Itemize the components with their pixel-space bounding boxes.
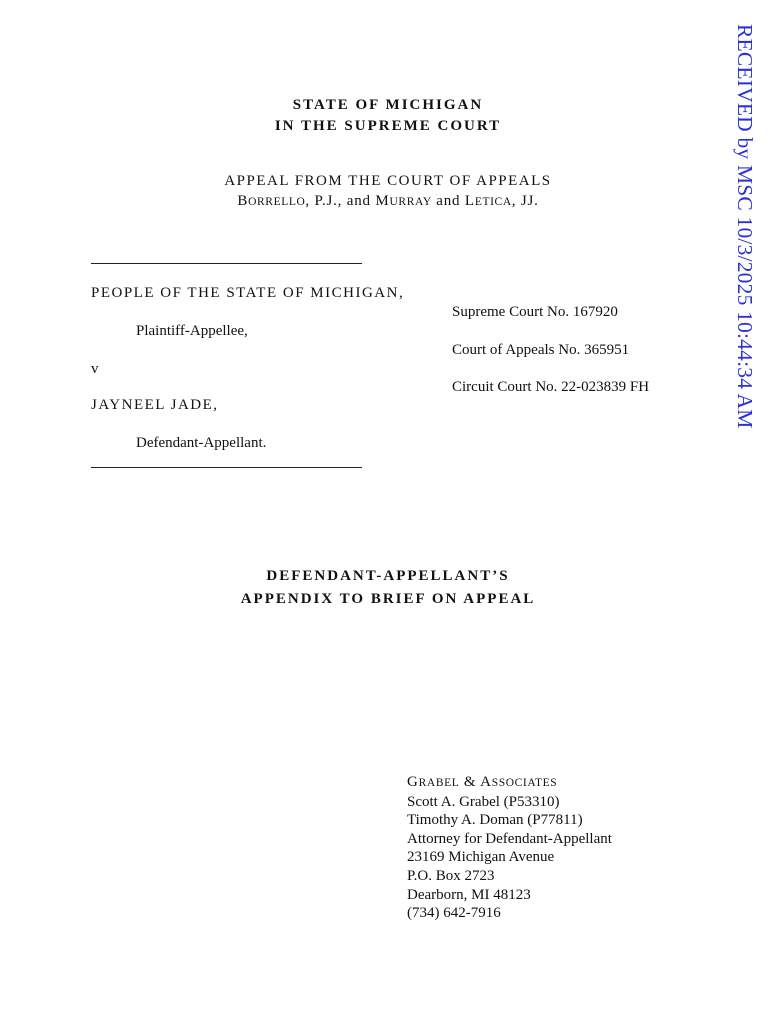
judge3-initial: L — [464, 193, 475, 209]
counsel-line: Timothy A. Doman (P77811) — [407, 812, 583, 829]
versus-label: v — [91, 361, 99, 377]
counsel-line: Dearborn, MI 48123 — [407, 886, 531, 903]
circuit-court-number: Circuit Court No. 22-023839 FH — [452, 379, 650, 395]
counsel-line: P.O. Box 2723 — [407, 867, 495, 884]
appeals-court-number: Court of Appeals No. 365951 — [452, 342, 630, 358]
defendant-name: JAYNEEL JADE, — [91, 397, 219, 413]
caption-top-rule — [91, 263, 362, 264]
firm-word-1: RABEL — [418, 777, 460, 789]
judge2-name: URRAY — [389, 196, 432, 208]
appeal-panel-line — [90, 193, 686, 210]
document-title-line2: APPENDIX TO BRIEF ON APPEAL — [240, 591, 536, 607]
judge2-initial: M — [375, 193, 390, 209]
firm-name — [407, 773, 612, 793]
firm-word-2: SSOCIATES — [491, 777, 558, 789]
firm-ampersand: & — [459, 774, 481, 790]
document-title-line1: DEFENDANT-APPELLANT’S — [266, 568, 510, 584]
supreme-court-number: Supreme Court No. 167920 — [452, 304, 618, 320]
judge3-suffix: , JJ. — [511, 193, 539, 209]
counsel-line: Attorney for Defendant-Appellant — [407, 830, 612, 847]
firm-initial-2: A — [480, 774, 492, 790]
counsel-line: (734) 642-7916 — [407, 905, 501, 922]
judge3-name: ETICA — [474, 196, 512, 208]
court-jurisdiction-line: STATE OF MICHIGAN — [292, 97, 484, 113]
judge2-suffix: and — [431, 193, 465, 209]
received-stamp: RECEIVED by MSC 10/3/2025 10:44:34 AM — [733, 24, 757, 429]
counsel-block — [407, 773, 612, 923]
judge1-initial: B — [237, 193, 249, 209]
defendant-role: Defendant-Appellant. — [136, 435, 267, 451]
judge1-suffix: , P.J., and — [305, 193, 376, 209]
counsel-line: Scott A. Grabel (P53310) — [407, 793, 560, 810]
appeal-source-line: APPEAL FROM THE COURT OF APPEALS — [224, 173, 552, 189]
plaintiff-name: PEOPLE OF THE STATE OF MICHIGAN, — [91, 285, 405, 301]
caption-bottom-rule — [91, 467, 362, 468]
judge1-name: ORRELLO — [248, 196, 306, 208]
court-name-line: IN THE SUPREME COURT — [274, 118, 502, 134]
counsel-line: 23169 Michigan Avenue — [407, 849, 555, 866]
firm-initial-1: G — [407, 774, 419, 790]
plaintiff-role: Plaintiff-Appellee, — [136, 323, 248, 339]
